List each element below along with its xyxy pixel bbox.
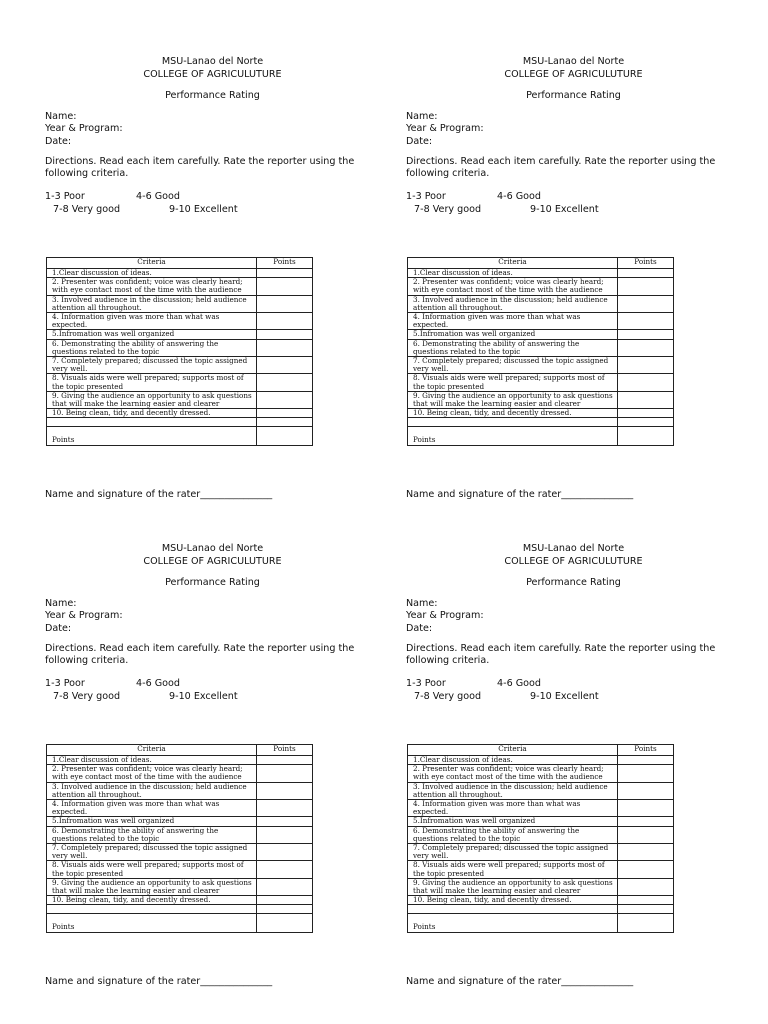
points-cell[interactable]	[257, 765, 313, 782]
table-header-row	[47, 745, 313, 756]
scale-poor: 1-3 Poor	[45, 677, 85, 689]
rating-form-bottom-right	[406, 543, 741, 987]
scale-very-good: 7-8 Very good	[53, 690, 121, 702]
form-header	[45, 543, 380, 590]
points-total-cell[interactable]	[257, 427, 313, 446]
criteria-row	[47, 817, 313, 826]
points-cell[interactable]	[257, 278, 313, 295]
rating-form-top-left	[45, 56, 380, 500]
form-title: Performance Rating	[165, 577, 260, 589]
points-cell[interactable]	[257, 330, 313, 339]
points-cell[interactable]	[257, 357, 313, 374]
rating-scale	[45, 678, 380, 704]
directions-line-1: Directions. Read each item carefully. Rate the reporter using the	[45, 642, 355, 654]
points-cell[interactable]	[618, 861, 674, 878]
name-label: Name:	[406, 110, 438, 122]
scale-good: 4-6 Good	[136, 190, 180, 202]
criteria-table	[46, 257, 313, 446]
criteria-text: 10. Being clean, tidy, and decently dressed.	[47, 896, 257, 905]
scale-poor: 1-3 Poor	[406, 190, 446, 202]
criteria-header: Criteria	[47, 745, 257, 756]
info-fields	[45, 111, 380, 149]
criteria-row	[47, 330, 313, 339]
points-cell[interactable]	[618, 357, 674, 374]
points-cell[interactable]	[257, 878, 313, 895]
points-header: Points	[257, 258, 313, 269]
criteria-text: 1.Clear discussion of ideas.	[47, 756, 257, 765]
criteria-text: 3. Involved audience in the discussion; held audience attention all throughout.	[408, 295, 618, 312]
points-cell[interactable]	[257, 800, 313, 817]
scale-excellent: 9-10 Excellent	[169, 690, 238, 702]
criteria-row	[47, 844, 313, 861]
scale-excellent: 9-10 Excellent	[530, 203, 599, 215]
criteria-header: Criteria	[47, 258, 257, 269]
criteria-row	[408, 374, 674, 391]
points-cell[interactable]	[618, 896, 674, 905]
criteria-text: 9. Giving the audience an opportunity to ask questions that will make the learning easier and clearer	[408, 391, 618, 408]
criteria-text: 7. Completely prepared; discussed the topic assigned very well.	[47, 844, 257, 861]
points-cell[interactable]	[618, 409, 674, 418]
directions-line-2: following criteria.	[45, 655, 129, 667]
criteria-row	[47, 861, 313, 878]
criteria-text: 7. Completely prepared; discussed the topic assigned very well.	[408, 357, 618, 374]
criteria-row	[408, 800, 674, 817]
points-cell[interactable]	[618, 878, 674, 895]
criteria-row	[47, 409, 313, 418]
form-header	[406, 56, 741, 103]
university-name: MSU-Lanao del Norte	[522, 56, 625, 67]
points-cell[interactable]	[257, 826, 313, 843]
criteria-row	[408, 782, 674, 799]
points-cell[interactable]	[618, 330, 674, 339]
rater-signature-line: Name and signature of the rater_______________	[406, 976, 634, 987]
criteria-row	[408, 817, 674, 826]
criteria-row	[47, 391, 313, 408]
date-label: Date:	[406, 135, 433, 147]
points-cell[interactable]	[618, 817, 674, 826]
criteria-text: 5.Infromation was well organized	[47, 330, 257, 339]
criteria-text: 1.Clear discussion of ideas.	[47, 269, 257, 278]
points-cell[interactable]	[257, 756, 313, 765]
blank-points-cell[interactable]	[618, 418, 674, 427]
criteria-header: Criteria	[408, 745, 618, 756]
name-label: Name:	[45, 597, 77, 609]
criteria-row	[408, 278, 674, 295]
criteria-table	[407, 744, 674, 933]
points-total-label: Points	[408, 914, 618, 933]
table-header-row	[408, 258, 674, 269]
points-cell[interactable]	[618, 800, 674, 817]
criteria-text: 2. Presenter was confident; voice was clearly heard; with eye contact most of the time with the audience	[47, 278, 257, 295]
blank-cell	[408, 418, 618, 427]
blank-cell	[408, 905, 618, 914]
points-cell[interactable]	[618, 313, 674, 330]
criteria-header: Criteria	[408, 258, 618, 269]
rater-signature-line: Name and signature of the rater_______________	[45, 976, 273, 987]
criteria-row	[47, 826, 313, 843]
criteria-text: 2. Presenter was confident; voice was clearly heard; with eye contact most of the time with the audience	[408, 765, 618, 782]
criteria-row	[408, 878, 674, 895]
criteria-row	[47, 278, 313, 295]
points-total-label: Points	[408, 427, 618, 446]
criteria-text: 8. Visuals aids were well prepared; supports most of the topic presented	[408, 374, 618, 391]
criteria-text: 10. Being clean, tidy, and decently dressed.	[408, 896, 618, 905]
points-cell[interactable]	[257, 896, 313, 905]
directions	[45, 156, 380, 181]
points-total-cell[interactable]	[257, 914, 313, 933]
criteria-text: 7. Completely prepared; discussed the topic assigned very well.	[408, 844, 618, 861]
university-name: MSU-Lanao del Norte	[522, 543, 625, 554]
rating-scale	[406, 191, 741, 217]
college-name: COLLEGE OF AGRICULUTURE	[143, 555, 282, 567]
criteria-row	[47, 782, 313, 799]
points-header: Points	[618, 745, 674, 756]
criteria-row	[408, 844, 674, 861]
info-fields	[406, 598, 741, 636]
scale-poor: 1-3 Poor	[406, 677, 446, 689]
criteria-text: 4. Information given was more than what was expected.	[47, 800, 257, 817]
directions-line-1: Directions. Read each item carefully. Rate the reporter using the	[45, 155, 355, 167]
criteria-text: 5.Infromation was well organized	[408, 330, 618, 339]
criteria-row	[408, 391, 674, 408]
rating-scale	[45, 191, 380, 217]
college-name: COLLEGE OF AGRICULUTURE	[504, 555, 643, 567]
rater-signature-line: Name and signature of the rater_______________	[45, 489, 273, 500]
criteria-text: 1.Clear discussion of ideas.	[408, 756, 618, 765]
points-cell[interactable]	[618, 269, 674, 278]
criteria-text: 8. Visuals aids were well prepared; supports most of the topic presented	[47, 861, 257, 878]
criteria-text: 9. Giving the audience an opportunity to ask questions that will make the learning easier and clearer	[47, 878, 257, 895]
table-header-row	[47, 258, 313, 269]
criteria-row	[408, 357, 674, 374]
scale-very-good: 7-8 Very good	[53, 203, 121, 215]
criteria-table	[46, 744, 313, 933]
year-program-label: Year & Program:	[45, 610, 123, 622]
criteria-row	[408, 313, 674, 330]
form-title: Performance Rating	[526, 90, 621, 102]
points-cell[interactable]	[618, 339, 674, 356]
points-total-row	[408, 427, 674, 446]
year-program-label: Year & Program:	[406, 123, 484, 135]
criteria-text: 2. Presenter was confident; voice was clearly heard; with eye contact most of the time with the audience	[408, 278, 618, 295]
college-name: COLLEGE OF AGRICULUTURE	[504, 68, 643, 80]
criteria-text: 3. Involved audience in the discussion; held audience attention all throughout.	[47, 782, 257, 799]
points-cell[interactable]	[257, 313, 313, 330]
scale-very-good: 7-8 Very good	[414, 690, 482, 702]
directions	[406, 156, 741, 181]
points-total-label: Points	[47, 427, 257, 446]
directions-line-1: Directions. Read each item carefully. Rate the reporter using the	[406, 155, 716, 167]
criteria-row	[47, 357, 313, 374]
blank-points-cell[interactable]	[618, 905, 674, 914]
criteria-text: 10. Being clean, tidy, and decently dressed.	[47, 409, 257, 418]
criteria-row	[47, 313, 313, 330]
points-cell[interactable]	[257, 269, 313, 278]
criteria-text: 7. Completely prepared; discussed the topic assigned very well.	[47, 357, 257, 374]
criteria-row	[47, 374, 313, 391]
criteria-row	[408, 330, 674, 339]
name-label: Name:	[406, 597, 438, 609]
criteria-row	[47, 800, 313, 817]
criteria-text: 6. Demonstrating the ability of answering the questions related to the topic	[47, 826, 257, 843]
points-cell[interactable]	[618, 295, 674, 312]
scale-excellent: 9-10 Excellent	[169, 203, 238, 215]
name-label: Name:	[45, 110, 77, 122]
scale-excellent: 9-10 Excellent	[530, 690, 599, 702]
points-cell[interactable]	[257, 339, 313, 356]
criteria-row	[47, 765, 313, 782]
points-cell[interactable]	[618, 756, 674, 765]
points-cell[interactable]	[257, 295, 313, 312]
points-header: Points	[257, 745, 313, 756]
criteria-text: 9. Giving the audience an opportunity to ask questions that will make the learning easier and clearer	[408, 878, 618, 895]
criteria-text: 3. Involved audience in the discussion; held audience attention all throughout.	[408, 782, 618, 799]
points-total-row	[47, 914, 313, 933]
rating-form-top-right	[406, 56, 741, 500]
criteria-text: 8. Visuals aids were well prepared; supports most of the topic presented	[408, 861, 618, 878]
form-title: Performance Rating	[165, 90, 260, 102]
blank-cell	[47, 418, 257, 427]
points-cell[interactable]	[618, 278, 674, 295]
criteria-row	[47, 339, 313, 356]
date-label: Date:	[45, 135, 72, 147]
criteria-text: 4. Information given was more than what was expected.	[408, 313, 618, 330]
date-label: Date:	[45, 622, 72, 634]
criteria-row	[408, 339, 674, 356]
blank-row	[408, 418, 674, 427]
criteria-text: 3. Involved audience in the discussion; held audience attention all throughout.	[47, 295, 257, 312]
info-fields	[45, 598, 380, 636]
criteria-row	[408, 861, 674, 878]
criteria-row	[408, 826, 674, 843]
directions-line-2: following criteria.	[406, 655, 490, 667]
blank-cell	[47, 905, 257, 914]
criteria-text: 5.Infromation was well organized	[47, 817, 257, 826]
university-name: MSU-Lanao del Norte	[161, 543, 264, 554]
points-total-label: Points	[47, 914, 257, 933]
criteria-text: 5.Infromation was well organized	[408, 817, 618, 826]
points-cell[interactable]	[618, 844, 674, 861]
criteria-row	[408, 409, 674, 418]
blank-row	[408, 905, 674, 914]
points-header: Points	[618, 258, 674, 269]
points-total-cell[interactable]	[618, 914, 674, 933]
form-header	[406, 543, 741, 590]
criteria-text: 9. Giving the audience an opportunity to ask questions that will make the learning easier and clearer	[47, 391, 257, 408]
points-cell[interactable]	[257, 817, 313, 826]
points-cell[interactable]	[618, 782, 674, 799]
points-total-cell[interactable]	[618, 427, 674, 446]
criteria-row	[47, 896, 313, 905]
college-name: COLLEGE OF AGRICULUTURE	[143, 68, 282, 80]
criteria-row	[408, 765, 674, 782]
form-title: Performance Rating	[526, 577, 621, 589]
rating-form-bottom-left	[45, 543, 380, 987]
criteria-table	[407, 257, 674, 446]
criteria-text: 6. Demonstrating the ability of answering the questions related to the topic	[408, 339, 618, 356]
directions-line-2: following criteria.	[45, 168, 129, 180]
directions	[406, 643, 741, 668]
scale-good: 4-6 Good	[497, 190, 541, 202]
points-cell[interactable]	[257, 391, 313, 408]
table-header-row	[408, 745, 674, 756]
year-program-label: Year & Program:	[406, 610, 484, 622]
criteria-row	[408, 896, 674, 905]
criteria-text: 4. Information given was more than what was expected.	[47, 313, 257, 330]
info-fields	[406, 111, 741, 149]
scale-good: 4-6 Good	[497, 677, 541, 689]
points-cell[interactable]	[257, 409, 313, 418]
criteria-text: 8. Visuals aids were well prepared; supports most of the topic presented	[47, 374, 257, 391]
blank-row	[47, 418, 313, 427]
scale-poor: 1-3 Poor	[45, 190, 85, 202]
points-total-row	[47, 427, 313, 446]
criteria-text: 6. Demonstrating the ability of answering the questions related to the topic	[408, 826, 618, 843]
points-cell[interactable]	[257, 374, 313, 391]
blank-row	[47, 905, 313, 914]
rater-signature-line: Name and signature of the rater_______________	[406, 489, 634, 500]
directions-line-2: following criteria.	[406, 168, 490, 180]
year-program-label: Year & Program:	[45, 123, 123, 135]
university-name: MSU-Lanao del Norte	[161, 56, 264, 67]
points-cell[interactable]	[618, 765, 674, 782]
points-cell[interactable]	[257, 861, 313, 878]
form-header	[45, 56, 380, 103]
points-total-row	[408, 914, 674, 933]
criteria-row	[408, 295, 674, 312]
blank-points-cell[interactable]	[257, 905, 313, 914]
criteria-text: 1.Clear discussion of ideas.	[408, 269, 618, 278]
criteria-text: 10. Being clean, tidy, and decently dressed.	[408, 409, 618, 418]
points-cell[interactable]	[257, 844, 313, 861]
points-cell[interactable]	[257, 782, 313, 799]
directions-line-1: Directions. Read each item carefully. Rate the reporter using the	[406, 642, 716, 654]
scale-good: 4-6 Good	[136, 677, 180, 689]
rating-scale	[406, 678, 741, 704]
criteria-row	[47, 295, 313, 312]
points-cell[interactable]	[618, 374, 674, 391]
blank-points-cell[interactable]	[257, 418, 313, 427]
points-cell[interactable]	[618, 391, 674, 408]
points-cell[interactable]	[618, 826, 674, 843]
scale-very-good: 7-8 Very good	[414, 203, 482, 215]
directions	[45, 643, 380, 668]
criteria-text: 4. Information given was more than what was expected.	[408, 800, 618, 817]
criteria-row	[47, 878, 313, 895]
criteria-text: 6. Demonstrating the ability of answering the questions related to the topic	[47, 339, 257, 356]
criteria-text: 2. Presenter was confident; voice was clearly heard; with eye contact most of the time with the audience	[47, 765, 257, 782]
date-label: Date:	[406, 622, 433, 634]
